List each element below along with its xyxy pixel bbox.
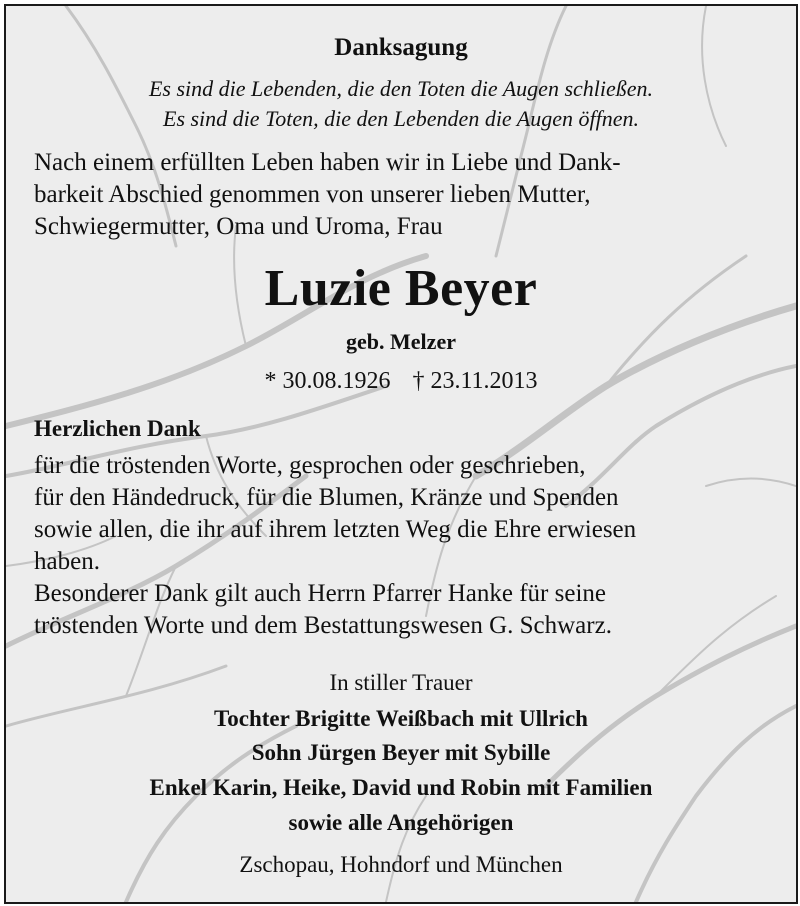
thanks-title: Herzlichen Dank bbox=[34, 416, 201, 441]
intro-line-3: Schwiegermutter, Oma und Uroma, Frau bbox=[34, 213, 443, 240]
mourning-intro: In stiller Trauer bbox=[329, 670, 473, 695]
obituary-notice bbox=[4, 4, 798, 904]
mourner-line-4: sowie alle Angehörigen bbox=[288, 810, 514, 835]
thanks-line-4: haben. bbox=[34, 548, 100, 575]
mourner-line-1: Tochter Brigitte Weißbach mit Ullrich bbox=[214, 706, 588, 731]
maiden-name: geb. Melzer bbox=[346, 329, 456, 354]
special-thanks-line-1: Besonderer Dank gilt auch Herrn Pfarrer Hanke für seine bbox=[34, 580, 606, 607]
thanks-line-1: für die tröstenden Worte, gesprochen oder geschrieben, bbox=[34, 452, 586, 479]
places: Zschopau, Hohndorf und München bbox=[239, 852, 563, 877]
thanks-line-3: sowie allen, die ihr auf ihrem letzten Weg die Ehre erwiesen bbox=[34, 516, 637, 543]
birth-date: * 30.08.1926 bbox=[264, 368, 391, 394]
life-dates bbox=[6, 368, 796, 395]
thanks-paragraph bbox=[34, 450, 770, 642]
special-thanks-line-2: tröstenden Worte und dem Bestattungswesen G. Schwarz. bbox=[34, 612, 612, 639]
motto-line-2: Es sind die Toten, die den Lebenden die Augen öffnen. bbox=[163, 106, 639, 131]
intro-paragraph bbox=[34, 147, 770, 243]
deceased-name: Luzie Beyer bbox=[264, 260, 538, 317]
intro-line-2: barkeit Abschied genommen von unserer lieben Mutter, bbox=[34, 181, 591, 208]
notice-content bbox=[6, 6, 796, 902]
thanks-line-2: für den Händedruck, für die Blumen, Kränze und Spenden bbox=[34, 484, 619, 511]
motto-line-1: Es sind die Lebenden, die den Toten die Augen schließen. bbox=[148, 76, 654, 101]
mourner-line-2: Sohn Jürgen Beyer mit Sybille bbox=[251, 740, 551, 765]
intro-line-1: Nach einem erfüllten Leben haben wir in Liebe und Dank- bbox=[34, 149, 621, 176]
death-date: † 23.11.2013 bbox=[412, 368, 538, 394]
notice-heading: Danksagung bbox=[334, 34, 468, 61]
mourner-line-3: Enkel Karin, Heike, David und Robin mit Familien bbox=[149, 775, 653, 800]
